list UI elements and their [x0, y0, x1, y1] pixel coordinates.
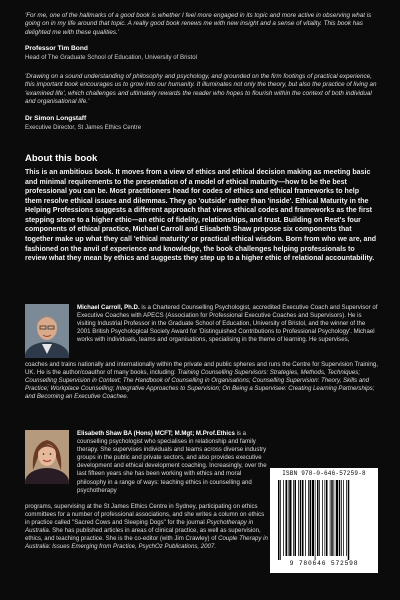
- barcode-bar: [280, 480, 281, 560]
- barcode-bar: [317, 480, 319, 556]
- barcode-bar: [295, 480, 297, 556]
- portrait-man-icon: [25, 304, 69, 358]
- author-bio-elisabeth-text: programs, supervising at the St James Ethics Centre in Sydney, participating on ethics committees for a number of professional associations, and she writes a column on ethics in practice called "Sacred Cows and Sleeping Dogs" for the journal: [25, 503, 265, 527]
- author-bio-elisabeth-continued: [25, 503, 269, 552]
- barcode-bar: [330, 480, 331, 556]
- barcode-bar: [319, 480, 320, 556]
- barcode-bar: [293, 480, 294, 556]
- endorsement-quote-1: 'For me, one of the hallmarks of a good book is whether I feel more engaged in its topic and more active in observing what is going on in my life around that topic. A really good book renews me with new insight and a sense of vitality. This book has delighted me with these qualities.': [25, 12, 372, 36]
- barcode-bar: [322, 480, 323, 556]
- endorser-role-1: Head of The Graduate School of Education, University of Bristol: [25, 54, 197, 61]
- author-books-elisabeth: Couple Therapy in Australia: Issues Emerging from Practice, PsychOz Publications, 2007.: [25, 535, 268, 551]
- barcode-bar: [315, 480, 316, 560]
- barcode-bar: [326, 480, 328, 556]
- barcode-bar: [343, 480, 344, 556]
- author-bio-michael: [77, 304, 379, 344]
- about-heading: About this book: [25, 153, 98, 164]
- author-name-michael: Michael Carroll, Ph.D.: [77, 304, 140, 311]
- barcode-bar: [308, 480, 309, 556]
- barcode-bar: [305, 480, 306, 556]
- author-books-michael: Training Counselling Supervisors: Strategies, Methods, Techniques; Counselling Supervision in Context; The Handbook of Counselling in Organisations; Counselling Supervision: Theory, Skills and Practice; Workplace Counselling; Integrative Approaches to Supervision; On Being a Supervisee: Creating Learning Partnerships; and Becoming an Executive Coachee.: [25, 369, 375, 401]
- author-bio-michael-continued: [25, 361, 379, 401]
- barcode-bar: [302, 480, 304, 556]
- barcode-bar: [312, 480, 314, 556]
- barcode-bar: [339, 480, 341, 556]
- barcode-bar: [325, 480, 326, 556]
- author-bio-elisabeth-text-2: . She has published articles in areas of clinical practice, as well as supervision, ethics, and teaching practice. She is the co-editor (with Jim Crawley) of: [25, 527, 261, 543]
- portrait-woman-icon: [25, 430, 69, 484]
- isbn-label: ISBN 978-0-646-57259-8: [282, 470, 366, 477]
- author-bio-elisabeth-intro: is a counselling psychologist who specialises in relationship and family therapy. She supervises individuals and teams across diverse industry groups in the public and private sectors, and also provides executive development and ethical development coaching. Increasingly, over the last fifteen years she has been working with ethics and moral philosophy in a range of ways: teaching ethics in counselling and psychotherapy: [77, 430, 267, 494]
- about-body: This is an ambitious book. It moves from a view of ethics and ethical decision making as meeting basic and minimal requirements to the presentation of a model of ethical maturity—how to be the best professional you can be. Most practitioners head for codes of ethics and ethical frameworks to help them resolve ethical issues and dilemmas. They go 'outside' rather than 'inside'. Ethical Maturity in the Helping Professions suggests a different approach that views ethical codes and frameworks as the first stepping stone to a higher ethic—an ethic of fidelity, relationships, and trust. Building on Rest's four components of ethical practice, Michael Carroll and Elisabeth Shaw propose six components that together make up what they call 'ethical maturity' or practical ethical wisdom. Born from who we are, and fashioned on the anvil of experience and knowledge, the book challenges helping professionals to review what they mean by ethics and suggests they step up to a higher ethic of relational accountability.: [25, 169, 377, 263]
- barcode-bar: [298, 480, 299, 556]
- barcode-bar: [289, 480, 291, 556]
- barcode-bar: [346, 480, 347, 556]
- author-journal-elisabeth: Psychotherapy in Australia: [25, 519, 254, 535]
- barcode-bar: [283, 480, 284, 556]
- isbn-barcode: [270, 468, 378, 573]
- endorser-role-2: Executive Director, St James Ethics Centre: [25, 124, 142, 131]
- barcode-bar: [288, 480, 289, 556]
- barcode-bar: [336, 480, 338, 556]
- author-bio-elisabeth: [77, 430, 269, 495]
- barcode-bar: [341, 480, 342, 556]
- author-bio-michael-text: coaches and trains nationally and internationally within the private and public spheres and runs the Centre for Supervision Training, UK. He is the author/coauthor of many books, including:: [25, 361, 378, 377]
- barcode-bar: [334, 480, 335, 556]
- endorser-name-2: Dr Simon Longstaff: [25, 115, 87, 122]
- endorser-name-1: Professor Tim Bond: [25, 45, 88, 52]
- author-bio-michael-intro: is a Chartered Counselling Psychologist, accredited Executive Coach and Supervisor of Executive Coaches with APECS (Association for Professional Executive Coaches and Supervisors). He is visiting Industrial Professor in the Graduate School of Education, University of Bristol, and the winner of the 2001 British Psychological Society Award for 'Distinguished Contributions to Professional Psychology'. Michael works with individuals, teams and organisations, specialising in the theme of learning. He supervises,: [77, 304, 378, 344]
- barcode-bar: [348, 480, 350, 560]
- barcode-bar: [300, 480, 302, 556]
- author-name-elisabeth: Elisabeth Shaw BA (Hons) MCFT; M.Mgt; M.Prof.Ethics: [77, 430, 235, 437]
- endorsement-quote-2: 'Drawing on a sound understanding of philosophy and psychology, and grounded on the firm footings of practical experience, this important book encourages us to grow into our humanity. It illuminates not only the theory, but also the practice of living an 'examined life', which challenges and ultimately rewards the reader who hopes to flourish within the context of both individual and organisational life.': [25, 73, 377, 105]
- barcode-icon: [276, 480, 372, 560]
- author-photo-michael: [25, 304, 69, 358]
- barcode-bar: [331, 480, 333, 556]
- barcode-digits: 9 780646 572598: [289, 560, 359, 567]
- barcode-bar: [286, 480, 288, 556]
- author-photo-elisabeth: [25, 430, 69, 484]
- barcode-bar: [278, 480, 280, 560]
- barcode-bar: [310, 480, 312, 556]
